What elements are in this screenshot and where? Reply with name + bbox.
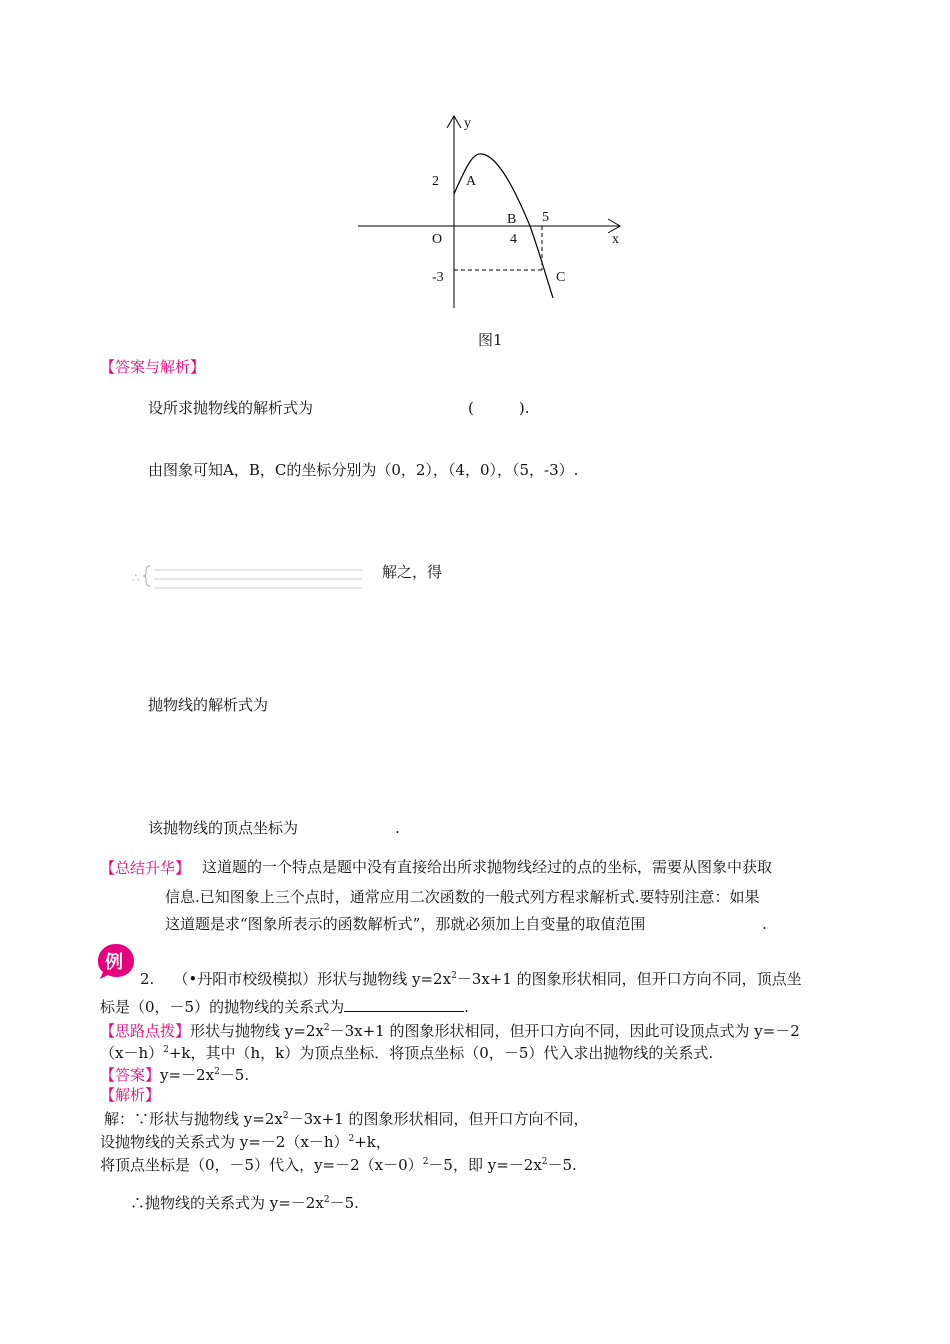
figure-caption: 图1 [478,331,503,349]
sup-2: 2 [163,1045,169,1055]
figure-graph [350,110,640,315]
answer-line4: 抛物线的解析式为 [148,696,269,714]
example2-number: 2. [140,970,155,988]
analysis-line2a: 设抛物线的关系式为 y=－2（x－h） [100,1133,349,1151]
summary-line1: 这道题的一个特点是题中没有直接给出所求抛物线经过的点的坐标，需要从图象中获取 [202,858,773,876]
answer-line5b: . [395,819,400,837]
answer-line5a: 该抛物线的顶点坐标为 [148,819,299,837]
answer2-tag: 【答案】 [100,1066,161,1084]
sup-2: 2 [348,1134,355,1144]
sup-2: 2 [323,1023,330,1033]
analysis-line3c: －5. [547,1156,577,1174]
hint-line2a: （x－h） [100,1044,164,1062]
hint-line1a: 形状与抛物线 y=2x [190,1022,324,1040]
analysis-line3b: －5，即 y=－2x [428,1156,542,1174]
tick-neg3-label: -3 [432,270,444,285]
analysis-tag: 【解析】 [100,1086,161,1104]
example2-line2 [100,994,469,1021]
analysis-line2b: +k， [354,1133,391,1151]
example2-line2b: . [464,998,469,1016]
sup-2: 2 [422,1157,429,1167]
example2-line1b: －3x+1 的图象形状相同，但开口方向不同，顶点坐 [456,970,802,988]
axis-y-label: y [464,116,471,131]
sup-2: 2 [323,1195,330,1205]
sup-2: 2 [282,1111,289,1121]
analysis-line4a: ∴抛物线的关系式为 y=－2x [130,1194,324,1212]
answer2-text-b: －5. [219,1066,250,1084]
sup-2: 2 [214,1067,220,1077]
svg-text:∴: ∴ [132,571,140,585]
point-a-label: A [466,174,477,189]
equation-system-image [132,560,367,592]
analysis-line1b: －3x+1 的图象形状相同，但开口方向不同， [288,1110,589,1128]
solve-text: 解之，得 [382,563,443,581]
tick-4-label: 4 [510,232,517,247]
hint-tag: 【思路点拨】 [100,1022,191,1040]
summary-line3b: . [762,915,767,933]
point-b-label: B [507,212,517,227]
answer2-text-a: y=－2x [160,1066,215,1084]
analysis-line4 [130,1190,359,1217]
sup-2: 2 [541,1157,548,1167]
tick-2-label: 2 [432,174,439,189]
sup-2: 2 [451,971,457,981]
example2-line1 [140,966,802,993]
tick-5-label: 5 [542,210,549,225]
point-c-label: C [556,270,566,285]
analysis-line3 [100,1152,577,1179]
analysis-line3a: 将顶点坐标是（0，－5）代入，y=－2（x－0） [100,1156,423,1174]
answer-blank [344,997,464,1012]
answer-analysis-tag: 【答案与解析】 [100,358,206,376]
example-badge [96,942,136,980]
analysis-line4b: －5. [329,1194,359,1212]
summary-line3a: 这道题是求“图象所表示的函数解析式”，那就必须加上自变量的取值范围 [165,915,646,933]
axis-x-label: x [612,232,619,247]
example-badge-label: 例 [105,952,123,973]
example2-line1a: （•丹阳市校级模拟）形状与抛物线 y=2x [173,970,452,988]
answer-line1a: 设所求抛物线的解析式为 [148,399,314,417]
answer-line1b: ( ). [468,399,530,417]
answer-line2: 由图象可知A，B，C的坐标分别为（0，2），（4，0），（5，-3）. [148,461,579,479]
hint-line1b: －3x+1 的图象形状相同，但开口方向不同，因此可设顶点式为 y=－2 [329,1022,800,1040]
hint-line2b: +k，其中（h，k）为顶点坐标．将顶点坐标（0，－5）代入求出抛物线的关系式. [168,1044,714,1062]
summary-tag: 【总结升华】 [100,859,191,877]
summary-line2: 信息.已知图象上三个点时，通常应用二次函数的一般式列方程求解析式.要特别注意：如果 [165,888,760,906]
analysis-line1a: 解：∵形状与抛物线 y=2x [104,1110,283,1128]
origin-label: O [432,232,443,247]
example2-line2a: 标是（0，－5）的抛物线的关系式为 [100,998,345,1016]
